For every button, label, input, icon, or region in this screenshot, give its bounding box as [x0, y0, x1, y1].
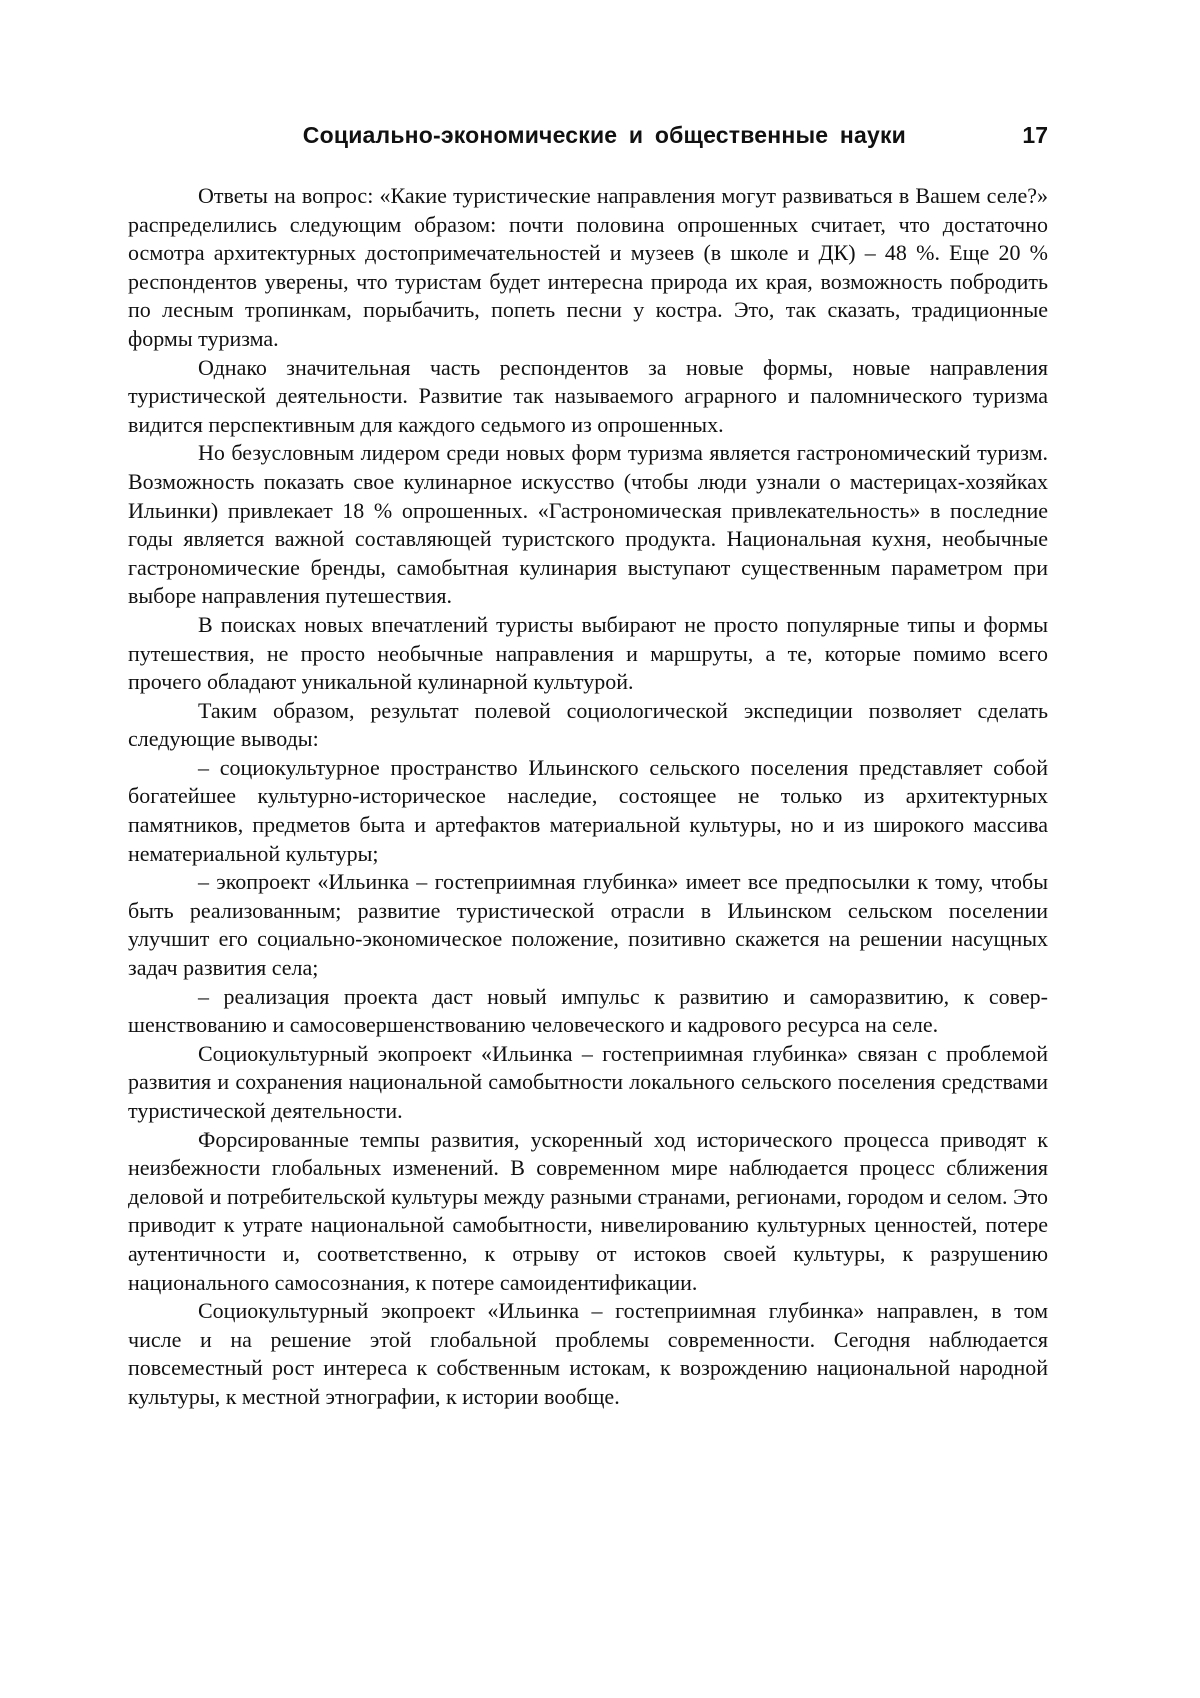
paragraph-ecoproject-identity: Социокультурный экопроект «Ильинка – гостеприимная глубинка» связан с проблемой развития и сохранения национальной самобытности локального сельского поселения средствами туристической деятельности.	[128, 1040, 1048, 1123]
paragraph-globalization: Форсированные темпы развития, ускоренный ход исторического процесса приводят к неизбежности глобальных изменений. В современном мире наблюдается процесс сближения деловой и потребительской культуры между разными странами, регионами, городом и селом. Это приводит к утрате национальной самобытности, нивелированию культурных ценностей, потере аутентичности и, соответственно, к отрыву от истоков своей культуры, к разрушению национального самосознания, к потере самоидентификации.	[128, 1126, 1048, 1295]
paragraph-gastronomic-tourism: Но безусловным лидером среди новых форм туризма является гастрономический туризм. Возможность показать свое кулинарное искусство (чтобы люди узнали о мастерицах-хозяйках Ильинки) привлекает 18 % опрошенных. «Гастрономическая привлекательность» в последние годы является важной составляющей туристского продукта. Национальная кухня, необычные гастрономические бренды, самобытная кулинария выступают существенным параметром при выборе направления путешествия.	[128, 440, 1048, 609]
body-text	[128, 182, 1048, 1412]
list-item-project-impulse: – реализация проекта даст новый импульс к развитию и саморазвитию, к совершенствованию и самосовершенствованию человеческого и кадрового ресурса на селе.	[128, 983, 1048, 1038]
running-header	[128, 122, 1048, 154]
list-item-sociocultural-space: – социокультурное пространство Ильинского сельского поселения представляет собой богатейшее культурно-историческое наследие, состоящее не только из архитектурных памятников, предметов быта и артефактов материальной культуры, но и из широкого массива нематериальной культуры;	[128, 754, 1048, 866]
paragraph-new-forms: Однако значительная часть респондентов за новые формы, новые направления туристической деятельности. Развитие так называемого аграрного и паломнического туризма видится перспективным для каждого седьмого из опрошенных.	[128, 354, 1048, 437]
running-header-title: Социально-экономические и общественные науки	[302, 122, 906, 148]
paragraph-survey-answers: Ответы на вопрос: «Какие туристические направления могут развиваться в Вашем селе?» распределились следующим образом: почти половина опрошенных считает, что достаточно осмотра архитектурных достопримечательностей и музеев (в школе и ДК) – 48 %. Еще 20 % респондентов уверены, что туристам будет интересна природа их края, возможность побродить по лесным тропинкам, порыбачить, попеть песни у костра. Это, так сказать, традиционные формы туризма.	[128, 183, 1048, 351]
page-number: 17	[1022, 122, 1048, 148]
paragraph-conclusions-intro: Таким образом, результат полевой социологической экспедиции позволяет сделать следующие выводы:	[128, 697, 1048, 752]
paragraph-new-impressions: В поисках новых впечатлений туристы выбирают не просто популярные типы и формы путешествия, не просто необычные направления и маршруты, а те, которые помимо всего прочего обладают уникальной кулинарной культурой.	[128, 611, 1048, 695]
list-item-ecoproject-prerequisites: – экопроект «Ильинка – гостеприимная глубинка» имеет все предпосылки к тому, чтобы быть реализованным; развитие туристической отрасли в Ильинском сельском поселении улучшит его социально-экономическое положение, позитивно скажется на решении насущных задач развития села;	[128, 869, 1048, 981]
paragraph-ecoproject-global-problem: Социокультурный экопроект «Ильинка – гостеприимная глубинка» направлен, в том числе и на решение этой глобальной проблемы современности. Сегодня наблюдается повсеместный рост интереса к собственным истокам, к возрождению национальной народной культуры, к местной этнографии, к истории вообще.	[128, 1298, 1048, 1409]
